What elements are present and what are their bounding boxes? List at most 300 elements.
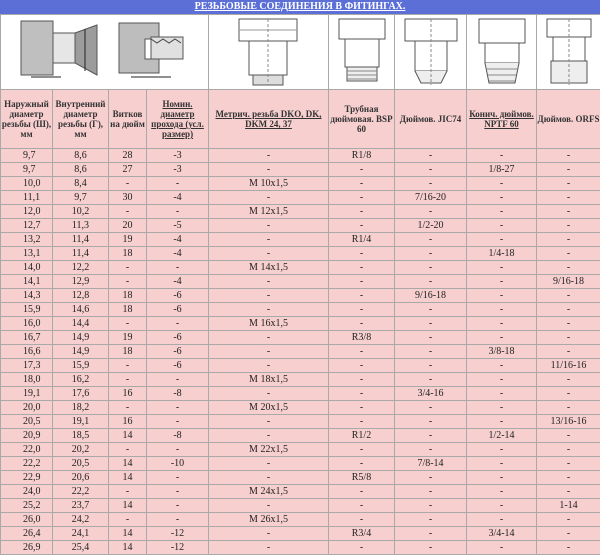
cell-jic: 7/16-20: [395, 191, 467, 205]
cell-bsp: R1/8: [329, 149, 395, 163]
cell-inner-diameter: 14,4: [53, 317, 109, 331]
cell-jic: -: [395, 513, 467, 527]
cell-jic: -: [395, 205, 467, 219]
header-orfs: Дюймов. ORFS: [537, 90, 600, 149]
cell-bsp: -: [329, 219, 395, 233]
cell-metric: -: [209, 471, 329, 485]
cell-bsp: -: [329, 415, 395, 429]
cell-outer-diameter: 26,4: [1, 527, 53, 541]
header-jic: Дюймов. JIC74: [395, 90, 467, 149]
header-nominal-size: Номин. диаметр прохода (усл. размер): [147, 90, 209, 149]
table-row: [1, 387, 600, 401]
cell-inner-diameter: 22,2: [53, 485, 109, 499]
cell-jic: 7/8-14: [395, 457, 467, 471]
cell-nptf: -: [467, 485, 537, 499]
cell-nominal-size: -8: [147, 429, 209, 443]
cell-nominal-size: -12: [147, 527, 209, 541]
cell-outer-diameter: 16,7: [1, 331, 53, 345]
cell-threads-per-inch: 14: [109, 471, 147, 485]
cell-nptf: -: [467, 261, 537, 275]
cell-nptf: -: [467, 373, 537, 387]
cell-jic: -: [395, 163, 467, 177]
cell-threads-per-inch: -: [109, 485, 147, 499]
cell-orfs: -: [537, 457, 600, 471]
cell-jic: -: [395, 373, 467, 387]
cell-orfs: -: [537, 541, 600, 555]
cell-jic: -: [395, 303, 467, 317]
cell-nominal-size: -3: [147, 163, 209, 177]
cell-bsp: -: [329, 177, 395, 191]
cell-inner-diameter: 17,6: [53, 387, 109, 401]
cell-inner-diameter: 8,6: [53, 163, 109, 177]
cell-bsp: -: [329, 401, 395, 415]
table-row: [1, 219, 600, 233]
cell-metric: -: [209, 233, 329, 247]
cell-inner-diameter: 10,2: [53, 205, 109, 219]
cell-nptf: 1/8-27: [467, 163, 537, 177]
cell-metric: M 16x1,5: [209, 317, 329, 331]
cell-nominal-size: -6: [147, 331, 209, 345]
cell-nominal-size: -5: [147, 219, 209, 233]
cell-bsp: R3/4: [329, 527, 395, 541]
cell-orfs: -: [537, 289, 600, 303]
page-title: РЕЗЬБОВЫЕ СОЕДИНЕНИЯ В ФИТИНГАХ.: [0, 0, 600, 14]
cell-bsp: -: [329, 205, 395, 219]
cell-threads-per-inch: 18: [109, 247, 147, 261]
cell-orfs: -: [537, 527, 600, 541]
table-row: [1, 527, 600, 541]
cell-outer-diameter: 11,1: [1, 191, 53, 205]
cell-orfs: -: [537, 191, 600, 205]
cell-bsp: -: [329, 247, 395, 261]
cell-inner-diameter: 14,9: [53, 331, 109, 345]
cell-bsp: R3/8: [329, 331, 395, 345]
cell-outer-diameter: 14,0: [1, 261, 53, 275]
cell-metric: -: [209, 163, 329, 177]
cell-jic: -: [395, 415, 467, 429]
cell-inner-diameter: 12,8: [53, 289, 109, 303]
metric-fitting-drawing: [209, 15, 329, 90]
cell-threads-per-inch: -: [109, 443, 147, 457]
cell-orfs: 1-14: [537, 499, 600, 513]
table-row: [1, 317, 600, 331]
cell-nominal-size: -: [147, 499, 209, 513]
cell-nominal-size: -4: [147, 247, 209, 261]
cell-nptf: -: [467, 513, 537, 527]
cell-threads-per-inch: -: [109, 205, 147, 219]
cell-inner-diameter: 11,4: [53, 233, 109, 247]
cell-orfs: -: [537, 401, 600, 415]
cell-threads-per-inch: 16: [109, 387, 147, 401]
table-row: [1, 331, 600, 345]
cell-nominal-size: -: [147, 205, 209, 219]
cell-jic: -: [395, 261, 467, 275]
cell-threads-per-inch: 19: [109, 331, 147, 345]
cell-outer-diameter: 16,6: [1, 345, 53, 359]
cell-nptf: -: [467, 499, 537, 513]
cell-jic: -: [395, 149, 467, 163]
cell-inner-diameter: 15,9: [53, 359, 109, 373]
cell-orfs: 13/16-16: [537, 415, 600, 429]
jic-fitting-drawing: [395, 15, 467, 90]
cell-outer-diameter: 9,7: [1, 149, 53, 163]
cell-orfs: -: [537, 261, 600, 275]
cell-jic: -: [395, 401, 467, 415]
cell-nptf: 3/4-14: [467, 527, 537, 541]
header-bsp: Трубная дюймовая. BSP 60: [329, 90, 395, 149]
cell-metric: -: [209, 303, 329, 317]
cell-jic: -: [395, 177, 467, 191]
cell-inner-diameter: 16,2: [53, 373, 109, 387]
cell-metric: -: [209, 191, 329, 205]
cell-threads-per-inch: -: [109, 359, 147, 373]
cell-outer-diameter: 25,2: [1, 499, 53, 513]
cell-orfs: -: [537, 205, 600, 219]
table-row: [1, 177, 600, 191]
table-row: [1, 415, 600, 429]
cell-metric: -: [209, 289, 329, 303]
cell-threads-per-inch: 27: [109, 163, 147, 177]
cell-nominal-size: -: [147, 373, 209, 387]
header-row: [1, 90, 600, 149]
cell-nptf: -: [467, 303, 537, 317]
cell-orfs: -: [537, 317, 600, 331]
cell-orfs: 9/16-18: [537, 275, 600, 289]
cell-nptf: -: [467, 289, 537, 303]
cell-outer-diameter: 22,0: [1, 443, 53, 457]
cell-nominal-size: -: [147, 513, 209, 527]
cell-nptf: 1/2-14: [467, 429, 537, 443]
cell-outer-diameter: 22,2: [1, 457, 53, 471]
cell-metric: -: [209, 527, 329, 541]
cell-nptf: -: [467, 401, 537, 415]
cell-nominal-size: -: [147, 443, 209, 457]
cell-inner-diameter: 14,9: [53, 345, 109, 359]
cell-jic: -: [395, 359, 467, 373]
table-row: [1, 191, 600, 205]
table-row: [1, 499, 600, 513]
cell-nptf: -: [467, 443, 537, 457]
illustration-row: [1, 15, 600, 90]
cell-outer-diameter: 15,9: [1, 303, 53, 317]
cell-inner-diameter: 9,7: [53, 191, 109, 205]
cell-nominal-size: -4: [147, 275, 209, 289]
cell-threads-per-inch: 28: [109, 149, 147, 163]
cell-orfs: -: [537, 233, 600, 247]
cell-nominal-size: -12: [147, 541, 209, 555]
cell-inner-diameter: 14,6: [53, 303, 109, 317]
cell-jic: 1/2-20: [395, 219, 467, 233]
header-outer-diameter: Наружный диаметр резьбы (Ш), мм: [1, 90, 53, 149]
cell-nptf: -: [467, 457, 537, 471]
cell-threads-per-inch: 14: [109, 527, 147, 541]
cell-threads-per-inch: 30: [109, 191, 147, 205]
cell-bsp: -: [329, 541, 395, 555]
table-row: [1, 513, 600, 527]
cell-threads-per-inch: 20: [109, 219, 147, 233]
cell-nptf: -: [467, 317, 537, 331]
cell-jic: -: [395, 527, 467, 541]
cell-metric: -: [209, 149, 329, 163]
cell-outer-diameter: 20,9: [1, 429, 53, 443]
cell-nominal-size: -6: [147, 289, 209, 303]
cell-bsp: -: [329, 513, 395, 527]
cell-outer-diameter: 9,7: [1, 163, 53, 177]
cell-bsp: -: [329, 457, 395, 471]
cell-metric: M 18x1,5: [209, 373, 329, 387]
cell-nptf: 3/8-18: [467, 345, 537, 359]
cell-outer-diameter: 12,7: [1, 219, 53, 233]
cell-nominal-size: -4: [147, 233, 209, 247]
cell-nominal-size: -4: [147, 191, 209, 205]
cell-inner-diameter: 12,9: [53, 275, 109, 289]
cell-outer-diameter: 26,9: [1, 541, 53, 555]
cell-threads-per-inch: 19: [109, 233, 147, 247]
table-row: [1, 289, 600, 303]
table-row: [1, 261, 600, 275]
cell-metric: M 22x1,5: [209, 443, 329, 457]
table-row: [1, 275, 600, 289]
cell-nominal-size: -: [147, 177, 209, 191]
cell-metric: -: [209, 275, 329, 289]
cell-nptf: -: [467, 205, 537, 219]
cell-jic: -: [395, 541, 467, 555]
cell-threads-per-inch: 14: [109, 429, 147, 443]
header-threads-per-inch: Витков на дюйм: [109, 90, 147, 149]
cell-nominal-size: -: [147, 261, 209, 275]
cell-bsp: -: [329, 261, 395, 275]
cell-threads-per-inch: -: [109, 275, 147, 289]
cell-bsp: -: [329, 275, 395, 289]
table-row: [1, 485, 600, 499]
cell-threads-per-inch: 14: [109, 499, 147, 513]
cell-outer-diameter: 10,0: [1, 177, 53, 191]
cell-inner-diameter: 20,6: [53, 471, 109, 485]
cell-orfs: -: [537, 219, 600, 233]
cell-bsp: R1/4: [329, 233, 395, 247]
cell-nominal-size: -8: [147, 387, 209, 401]
cell-inner-diameter: 19,1: [53, 415, 109, 429]
cell-nominal-size: -: [147, 401, 209, 415]
cell-metric: M 24x1,5: [209, 485, 329, 499]
cell-jic: -: [395, 233, 467, 247]
cell-inner-diameter: 11,3: [53, 219, 109, 233]
table-row: [1, 401, 600, 415]
cell-bsp: -: [329, 359, 395, 373]
cell-orfs: -: [537, 177, 600, 191]
cell-nominal-size: -: [147, 485, 209, 499]
cell-metric: -: [209, 429, 329, 443]
table-row: [1, 163, 600, 177]
cell-threads-per-inch: -: [109, 401, 147, 415]
cell-bsp: -: [329, 289, 395, 303]
cell-orfs: -: [537, 163, 600, 177]
cell-jic: -: [395, 429, 467, 443]
cell-nptf: -: [467, 219, 537, 233]
table-row: [1, 303, 600, 317]
cell-threads-per-inch: 18: [109, 289, 147, 303]
cell-inner-diameter: 18,2: [53, 401, 109, 415]
cell-threads-per-inch: 18: [109, 345, 147, 359]
cell-jic: -: [395, 275, 467, 289]
cell-outer-diameter: 16,0: [1, 317, 53, 331]
cell-nptf: -: [467, 331, 537, 345]
cell-metric: M 12x1,5: [209, 205, 329, 219]
header-inner-diameter: Внутренний диаметр резьбы (Г), мм: [53, 90, 109, 149]
cell-inner-diameter: 24,2: [53, 513, 109, 527]
cell-metric: -: [209, 219, 329, 233]
cell-nptf: -: [467, 177, 537, 191]
cell-threads-per-inch: -: [109, 373, 147, 387]
table-row: [1, 541, 600, 555]
cell-outer-diameter: 19,1: [1, 387, 53, 401]
cell-metric: M 10x1,5: [209, 177, 329, 191]
cell-nominal-size: -6: [147, 303, 209, 317]
cell-outer-diameter: 24,0: [1, 485, 53, 499]
cell-orfs: -: [537, 471, 600, 485]
cell-jic: -: [395, 247, 467, 261]
cell-inner-diameter: 11,4: [53, 247, 109, 261]
cell-threads-per-inch: 16: [109, 415, 147, 429]
cell-outer-diameter: 22,9: [1, 471, 53, 485]
cell-bsp: -: [329, 373, 395, 387]
nptf-fitting-drawing: [467, 15, 537, 90]
table-row: [1, 457, 600, 471]
cell-threads-per-inch: -: [109, 261, 147, 275]
table-row: [1, 247, 600, 261]
table-row: [1, 345, 600, 359]
cell-outer-diameter: 17,3: [1, 359, 53, 373]
cell-bsp: -: [329, 387, 395, 401]
cell-outer-diameter: 18,0: [1, 373, 53, 387]
cell-nptf: -: [467, 387, 537, 401]
cell-orfs: -: [537, 149, 600, 163]
thread-table: [0, 14, 600, 555]
cell-jic: -: [395, 331, 467, 345]
cell-inner-diameter: 20,5: [53, 457, 109, 471]
cell-nptf: -: [467, 359, 537, 373]
cell-outer-diameter: 13,1: [1, 247, 53, 261]
table-row: [1, 205, 600, 219]
cell-jic: -: [395, 345, 467, 359]
cell-threads-per-inch: -: [109, 513, 147, 527]
cell-orfs: -: [537, 513, 600, 527]
cell-jic: 3/4-16: [395, 387, 467, 401]
cell-bsp: -: [329, 443, 395, 457]
cell-bsp: R1/2: [329, 429, 395, 443]
cell-outer-diameter: 14,1: [1, 275, 53, 289]
cell-bsp: -: [329, 303, 395, 317]
cell-jic: -: [395, 485, 467, 499]
cell-metric: M 14x1,5: [209, 261, 329, 275]
cell-jic: -: [395, 499, 467, 513]
cell-jic: -: [395, 317, 467, 331]
cell-outer-diameter: 14,3: [1, 289, 53, 303]
cell-orfs: 11/16-16: [537, 359, 600, 373]
cell-orfs: -: [537, 387, 600, 401]
cell-orfs: -: [537, 443, 600, 457]
cell-bsp: -: [329, 345, 395, 359]
cell-inner-diameter: 8,6: [53, 149, 109, 163]
cell-jic: -: [395, 471, 467, 485]
cell-outer-diameter: 12,0: [1, 205, 53, 219]
cell-threads-per-inch: 14: [109, 457, 147, 471]
cell-nptf: -: [467, 415, 537, 429]
cell-bsp: -: [329, 485, 395, 499]
cell-orfs: -: [537, 331, 600, 345]
cell-nominal-size: -: [147, 415, 209, 429]
table-row: [1, 373, 600, 387]
cell-threads-per-inch: -: [109, 317, 147, 331]
cell-jic: -: [395, 443, 467, 457]
cell-jic: 9/16-18: [395, 289, 467, 303]
cell-threads-per-inch: -: [109, 177, 147, 191]
thread-gauge-drawing: [1, 15, 209, 90]
cell-metric: -: [209, 499, 329, 513]
table-row: [1, 149, 600, 163]
cell-inner-diameter: 12,2: [53, 261, 109, 275]
cell-nptf: 1/4-18: [467, 247, 537, 261]
table-row: [1, 443, 600, 457]
cell-orfs: -: [537, 247, 600, 261]
cell-nominal-size: -3: [147, 149, 209, 163]
cell-metric: -: [209, 387, 329, 401]
cell-metric: -: [209, 345, 329, 359]
cell-inner-diameter: 23,7: [53, 499, 109, 513]
header-metric: Метрич. резьба DKO, DK, DKM 24, 37: [209, 90, 329, 149]
cell-inner-diameter: 8,4: [53, 177, 109, 191]
cell-inner-diameter: 25,4: [53, 541, 109, 555]
cell-nptf: -: [467, 471, 537, 485]
cell-inner-diameter: 18,5: [53, 429, 109, 443]
cell-threads-per-inch: 14: [109, 541, 147, 555]
cell-bsp: -: [329, 499, 395, 513]
cell-bsp: -: [329, 163, 395, 177]
cell-nominal-size: -: [147, 471, 209, 485]
cell-outer-diameter: 13,2: [1, 233, 53, 247]
cell-threads-per-inch: 18: [109, 303, 147, 317]
header-nptf: Конич. дюймов. NPTF 60: [467, 90, 537, 149]
cell-nptf: -: [467, 233, 537, 247]
cell-metric: -: [209, 415, 329, 429]
cell-orfs: -: [537, 485, 600, 499]
orfs-fitting-drawing: [537, 15, 600, 90]
cell-inner-diameter: 24,1: [53, 527, 109, 541]
cell-orfs: -: [537, 429, 600, 443]
cell-metric: M 20x1,5: [209, 401, 329, 415]
bsp-fitting-drawing: [329, 15, 395, 90]
table-row: [1, 429, 600, 443]
cell-nptf: -: [467, 191, 537, 205]
cell-metric: -: [209, 247, 329, 261]
cell-bsp: -: [329, 317, 395, 331]
cell-outer-diameter: 20,5: [1, 415, 53, 429]
cell-nptf: -: [467, 541, 537, 555]
cell-bsp: R5/8: [329, 471, 395, 485]
cell-inner-diameter: 20,2: [53, 443, 109, 457]
cell-metric: -: [209, 331, 329, 345]
cell-nominal-size: -: [147, 317, 209, 331]
cell-metric: -: [209, 541, 329, 555]
cell-nominal-size: -6: [147, 345, 209, 359]
cell-metric: -: [209, 359, 329, 373]
cell-nominal-size: -10: [147, 457, 209, 471]
cell-orfs: -: [537, 345, 600, 359]
table-row: [1, 233, 600, 247]
cell-nptf: -: [467, 149, 537, 163]
cell-bsp: -: [329, 191, 395, 205]
cell-outer-diameter: 20,0: [1, 401, 53, 415]
